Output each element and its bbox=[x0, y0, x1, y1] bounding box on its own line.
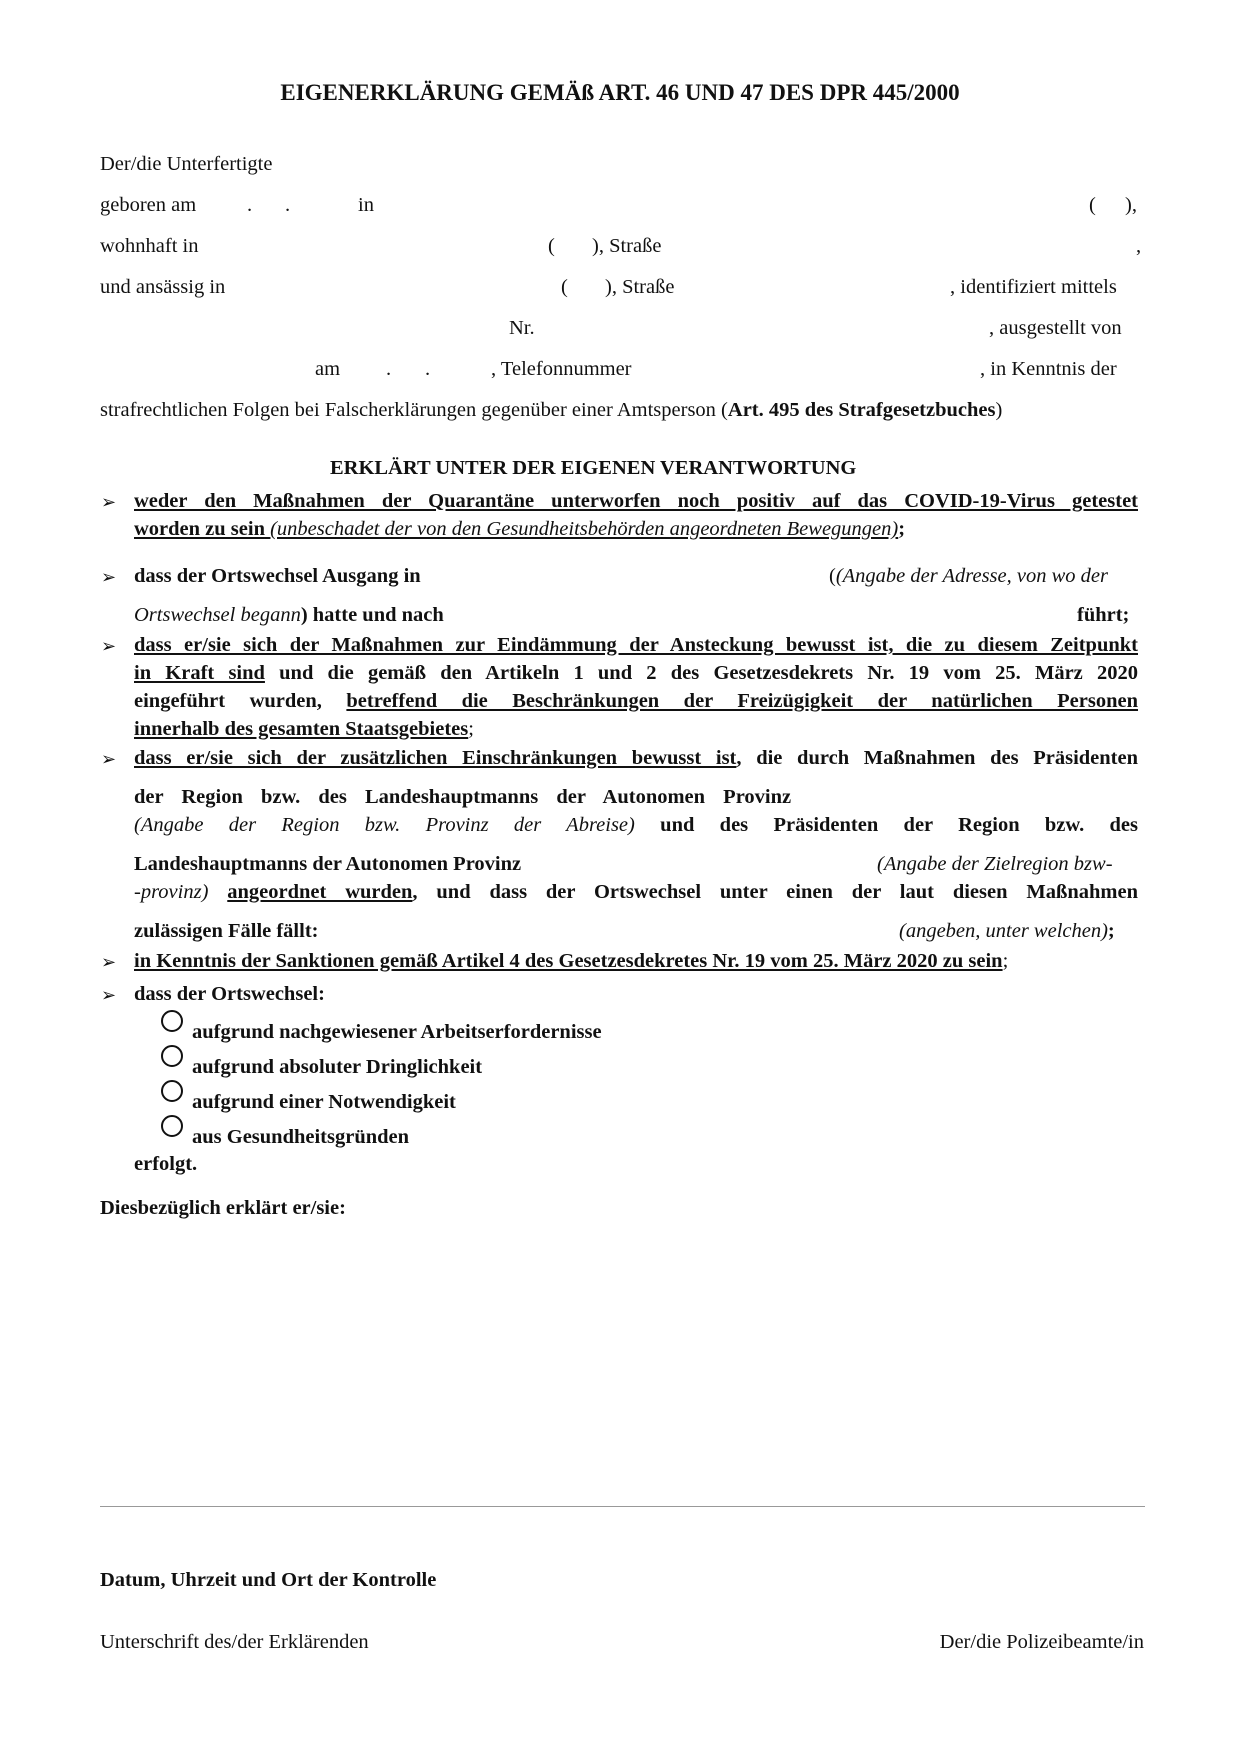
departure-region-line: (Angabe der Region bzw. Provinz der Abreise) und des Präsidenten der Region bzw. des bbox=[134, 814, 1138, 836]
further-declaration-label: Diesbezüglich erklärt er/sie: bbox=[100, 1197, 346, 1219]
control-details-label: Datum, Uhrzeit und Ort der Kontrolle bbox=[100, 1569, 437, 1591]
bullet-arrow-icon: ➢ bbox=[101, 952, 117, 972]
sanctions-statement: in Kenntnis der Sanktionen gemäß Artikel 4 des Gesetzesdekretes Nr. 19 vom 25. März 2020 zu sein; bbox=[134, 950, 1009, 972]
containment-statement: dass er/sie sich der Maßnahmen zur Eindämmung der Ansteckung bewusst ist, die zu diesem Zeitpunkt bbox=[134, 634, 1138, 656]
leads-to-label: führt; bbox=[1077, 604, 1130, 626]
bullet-arrow-icon: ➢ bbox=[101, 985, 117, 1005]
aware-label: , in Kenntnis der bbox=[980, 358, 1117, 380]
birthplace-label: in bbox=[358, 194, 374, 216]
paren-open: ( bbox=[1089, 194, 1096, 216]
criminal-consequences-text: strafrechtlichen Folgen bei Falscherklärungen gegenüber einer Amtsperson (Art. 495 des Strafgesetzbuches) bbox=[100, 399, 1003, 421]
identified-by-label: , identifiziert mittels bbox=[950, 276, 1117, 298]
bullet-arrow-icon: ➢ bbox=[101, 492, 117, 512]
officer-signature-label: Der/die Polizeibeamte/in bbox=[939, 1631, 1144, 1653]
destination-line: Ortswechsel begann) hatte und nach bbox=[134, 604, 444, 626]
containment-statement-cont: in Kraft sind und die gemäß den Artikeln 1 und 2 des Gesetzesdekrets Nr. 19 vom 25. März 2020 bbox=[134, 662, 1138, 684]
option-radio-circle[interactable] bbox=[161, 1080, 183, 1102]
option-urgency-label: aufgrund absoluter Dringlichkeit bbox=[192, 1056, 483, 1078]
bullet-arrow-icon: ➢ bbox=[101, 636, 117, 656]
date-dot: . bbox=[285, 194, 291, 216]
autonomous-province-line: Landeshauptmanns der Autonomen Provinz bbox=[134, 853, 522, 875]
street-label: ), Straße bbox=[605, 276, 675, 298]
departure-label: dass der Ortswechsel Ausgang in bbox=[134, 565, 421, 587]
quarantine-statement-cont: worden zu sein (unbeschadet der von den Gesundheitsbehörden angeordneten Bewegungen); bbox=[134, 518, 906, 540]
restrictions-statement: dass er/sie sich der zusätzlichen Einschränkungen bewusst ist, die durch Maßnahmen des Präsidenten bbox=[134, 747, 1138, 769]
page-title: EIGENERKLÄRUNG GEMÄß ART. 46 UND 47 DES DPR 445/2000 bbox=[280, 80, 960, 105]
born-on-label: geboren am bbox=[100, 194, 197, 216]
issued-on-label: am bbox=[315, 358, 341, 380]
comma: , bbox=[1136, 235, 1142, 257]
target-region-hint: (Angabe der Zielregion bzw- bbox=[877, 853, 1113, 875]
quarantine-statement: weder den Maßnahmen der Quarantäne unterworfen noch positiv auf das COVID-19-Virus getestet bbox=[134, 490, 1138, 512]
bullet-arrow-icon: ➢ bbox=[101, 567, 117, 587]
option-work-label: aufgrund nachgewiesener Arbeitserfordernisse bbox=[192, 1021, 602, 1043]
declarant-signature-label: Unterschrift des/der Erklärenden bbox=[100, 1631, 369, 1653]
option-necessity-label: aufgrund einer Notwendigkeit bbox=[192, 1091, 456, 1113]
paren-close: ), bbox=[1125, 194, 1137, 216]
option-radio-circle[interactable] bbox=[161, 1010, 183, 1032]
issued-by-label: , ausgestellt von bbox=[989, 317, 1122, 339]
relocation-label: dass der Ortswechsel: bbox=[134, 983, 325, 1005]
occurred-label: erfolgt. bbox=[134, 1153, 198, 1175]
ordered-line: -provinz) angeordnet wurden, und dass der Ortswechsel unter einen der laut diesen Maßnahmen bbox=[134, 881, 1138, 903]
phone-label: , Telefonnummer bbox=[491, 358, 632, 380]
date-dot: . bbox=[425, 358, 431, 380]
divider-line bbox=[100, 1506, 1145, 1507]
paren-open: ( bbox=[561, 276, 568, 298]
region-president-line: der Region bzw. des Landeshauptmanns der Autonomen Provinz bbox=[134, 786, 792, 808]
permitted-cases-label: zulässigen Fälle fällt: bbox=[134, 920, 319, 942]
bullet-arrow-icon: ➢ bbox=[101, 749, 117, 769]
street-label: ), Straße bbox=[592, 235, 662, 257]
date-dot: . bbox=[386, 358, 392, 380]
departure-hint: ((Angabe der Adresse, von wo der bbox=[829, 565, 1108, 587]
domicile-label: und ansässig in bbox=[100, 276, 226, 298]
undersigned-label: Der/die Unterfertigte bbox=[100, 153, 273, 175]
declaration-heading: ERKLÄRT UNTER DER EIGENEN VERANTWORTUNG bbox=[330, 457, 857, 479]
paren-open: ( bbox=[548, 235, 555, 257]
containment-statement-cont: eingeführt wurden, betreffend die Beschränkungen der Freizügigkeit der natürlichen Personen bbox=[134, 690, 1139, 712]
document-number-label: Nr. bbox=[509, 317, 535, 339]
residence-label: wohnhaft in bbox=[100, 235, 199, 257]
option-radio-circle[interactable] bbox=[161, 1045, 183, 1067]
date-dot: . bbox=[247, 194, 253, 216]
permitted-cases-hint: (angeben, unter welchen); bbox=[899, 920, 1115, 942]
option-health-label: aus Gesundheitsgründen bbox=[192, 1126, 410, 1148]
option-radio-circle[interactable] bbox=[161, 1115, 183, 1137]
containment-statement-cont: innerhalb des gesamten Staatsgebietes; bbox=[134, 718, 474, 740]
